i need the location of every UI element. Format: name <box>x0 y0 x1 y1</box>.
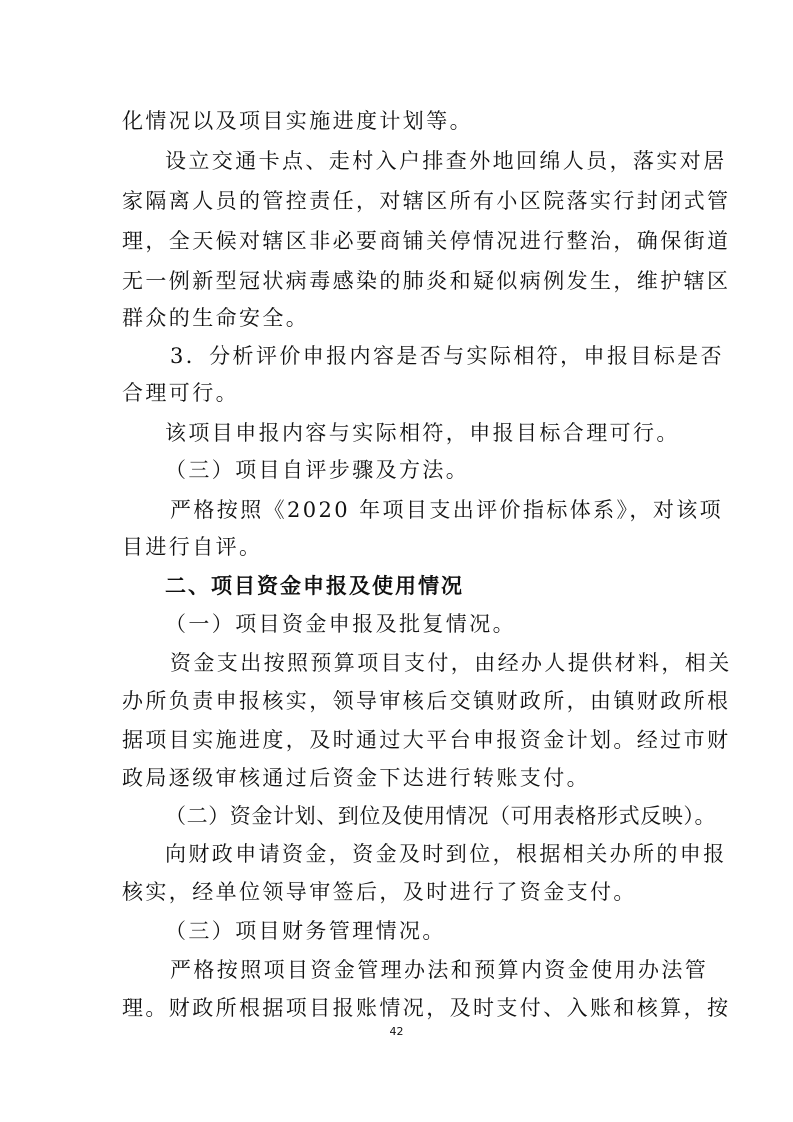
text-line: 资金支出按照预算项目支付，由经办人提供材料，相关 <box>170 651 732 675</box>
page-number: 42 <box>389 1025 404 1038</box>
text-line: 合理可行。 <box>122 381 239 405</box>
text-line: 办所负责申报核实，领导审核后交镇财政所，由镇财政所根 <box>122 689 731 713</box>
text-line: 严格按照《2020 年项目支出评价指标体系》，对该项 <box>170 498 724 522</box>
text-line: （三）项目财务管理情况。 <box>165 919 446 943</box>
text-line: 核实，经单位领导审签后，及时进行了资金支付。 <box>122 880 637 904</box>
text-line: 该项目申报内容与实际相符，申报目标合理可行。 <box>165 421 680 445</box>
text-line: 群众的生命安全。 <box>122 306 310 330</box>
text-line: 据项目实施进度，及时通过大平台申报资金计划。经过市财 <box>122 728 731 752</box>
text-line: （二）资金计划、到位及使用情况（可用表格形式反映）。 <box>165 804 717 828</box>
text-line: 目进行自评。 <box>122 535 263 559</box>
text-line: 严格按照项目资金管理办法和预算内资金使用办法管 <box>170 958 709 982</box>
text-line: 化情况以及项目实施进度计划等。 <box>122 109 473 133</box>
text-line: 政局逐级审核通过后资金下达进行转账支付。 <box>122 766 590 790</box>
text-line: 理。财政所根据项目报账情况，及时支付、入账和核算，按 <box>122 996 731 1020</box>
text-line: 向财政申请资金，资金及时到位，根据相关办所的申报 <box>165 842 727 866</box>
text-line: 家隔离人员的管控责任，对辖区所有小区院落实行封闭式管 <box>122 189 731 213</box>
section-heading: 二、项目资金申报及使用情况 <box>165 574 464 598</box>
text-line: 3．分析评价申报内容是否与实际相符，申报目标是否 <box>170 344 724 368</box>
text-line: 无一例新型冠状病毒感染的肺炎和疑似病例发生，维护辖区 <box>122 269 731 293</box>
text-line: （一）项目资金申报及批复情况。 <box>165 612 516 636</box>
text-line: （三）项目自评步骤及方法。 <box>165 458 470 482</box>
text-line: 理，全天候对辖区非必要商铺关停情况进行整治，确保街道 <box>122 229 731 253</box>
text-line: 设立交通卡点、走村入户排查外地回绵人员，落实对居 <box>165 149 727 173</box>
